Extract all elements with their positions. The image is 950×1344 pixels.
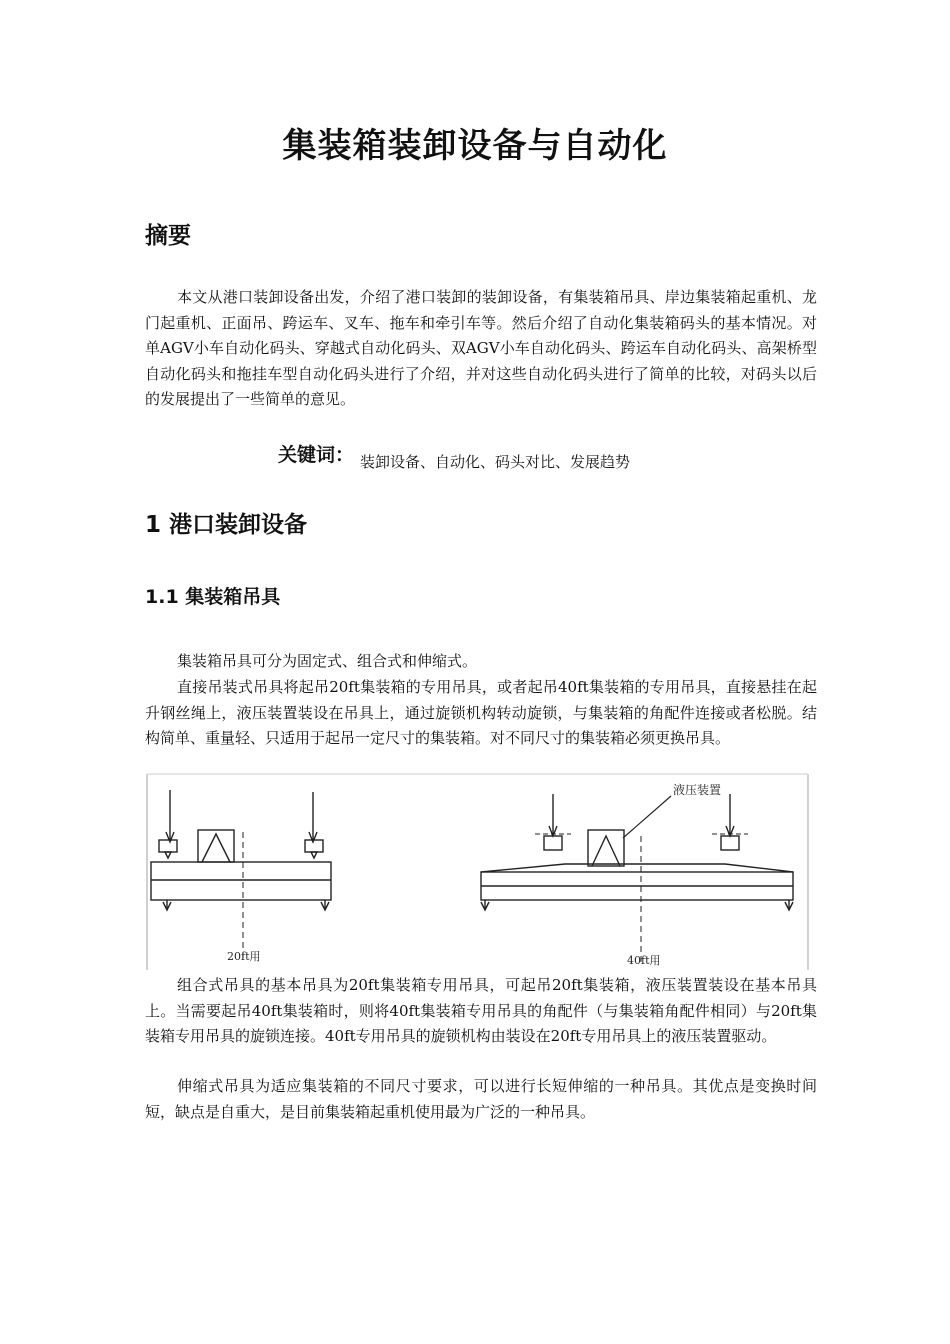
spreader-figure bbox=[145, 772, 810, 972]
section-1-heading: 1 港口装卸设备 bbox=[145, 512, 308, 538]
section-1-1-heading: 1.1 集装箱吊具 bbox=[145, 586, 281, 608]
keywords-line bbox=[278, 440, 631, 471]
paragraph-2: 直接吊装式吊具将起吊20ft集装箱的专用吊具，或者起吊40ft集装箱的专用吊具，直接悬挂在起升钢丝绳上，液压装置装设在吊具上，通过旋锁机构转动旋锁，与集装箱的角配件连接或者松脱。结构简单、重量轻、只适用于起吊一定尺寸的集装箱。对不同尺寸的集装箱必须更换吊具。 bbox=[145, 678, 817, 747]
spreader-20ft-drawing bbox=[151, 790, 331, 962]
abstract-heading: 摘要 bbox=[145, 223, 191, 249]
label-40ft: 40ft用 bbox=[627, 954, 661, 967]
label-20ft: 20ft用 bbox=[227, 950, 261, 963]
document-title: 集装箱装卸设备与自动化 bbox=[282, 126, 668, 166]
label-hydraulic: 液压装置 bbox=[673, 783, 722, 797]
paragraph-3: 组合式吊具的基本吊具为20ft集装箱专用吊具，可起吊20ft集装箱，液压装置装设在基本吊具上。当需要起吊40ft集装箱时，则将40ft集装箱专用吊具的角配件（与集装箱角配件相同）与20ft集装箱专用吊具的旋锁连接。40ft专用吊具的旋锁机构由装设在20ft专用吊具上的液压装置驱动。 bbox=[145, 976, 817, 1045]
paragraph-1: 集装箱吊具可分为固定式、组合式和伸缩式。 bbox=[177, 652, 478, 670]
keywords-value: 装卸设备、自动化、码头对比、发展趋势 bbox=[360, 453, 631, 471]
spreader-40ft-drawing bbox=[481, 794, 793, 962]
paragraph-4: 伸缩式吊具为适应集装箱的不同尺寸要求，可以进行长短伸缩的一种吊具。其优点是变换时间短，缺点是自重大，是目前集装箱起重机使用最为广泛的一种吊具。 bbox=[145, 1077, 817, 1121]
spreader-diagram bbox=[145, 772, 810, 972]
abstract-text: 本文从港口装卸设备出发，介绍了港口装卸的装卸设备，有集装箱吊具、岸边集装箱起重机、龙门起重机、正面吊、跨运车、叉车、拖车和牵引车等。然后介绍了自动化集装箱码头的基本情况。对单AGV小车自动化码头、穿越式自动化码头、双AGV小车自动化码头、跨运车自动化码头、高架桥型自动化码头和拖挂车型自动化码头进行了介绍，并对这些自动化码头进行了简单的比较，对码头以后的发展提出了一些简单的意见。 bbox=[145, 288, 817, 408]
keywords-label: 关键词： bbox=[278, 444, 355, 466]
